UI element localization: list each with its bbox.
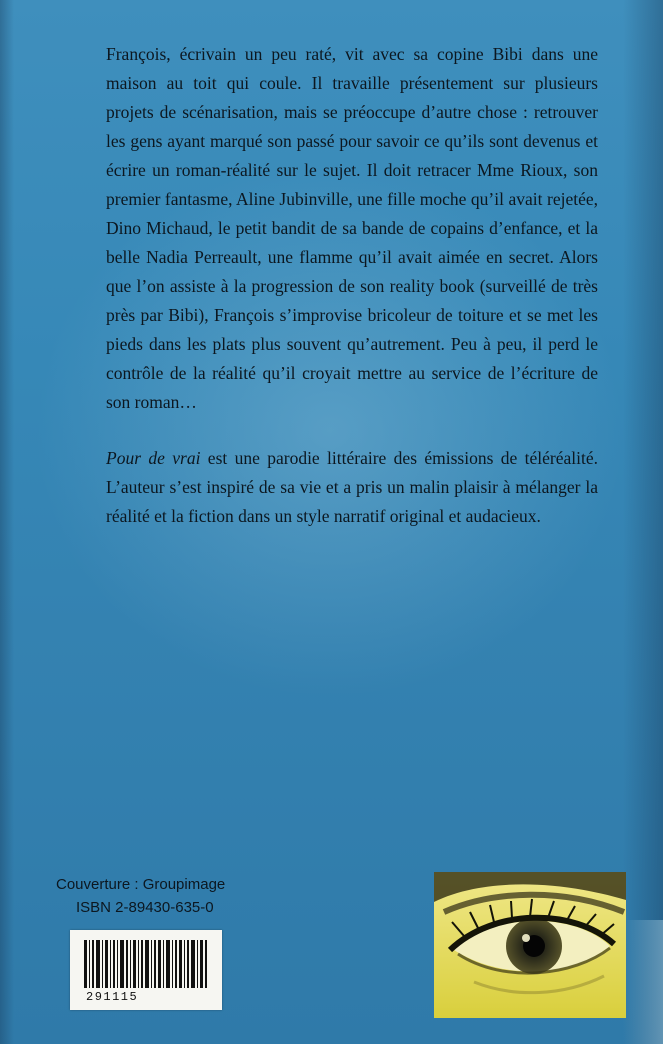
cover-left-shadow xyxy=(0,0,14,1044)
blurb-paragraph-2 xyxy=(106,444,598,531)
book-title: Pour de vrai xyxy=(106,448,201,468)
blurb-text xyxy=(106,40,598,558)
eye-icon xyxy=(434,872,626,1018)
barcode-icon xyxy=(84,940,208,988)
blurb-paragraph-1: François, écrivain un peu raté, vit avec sa copine Bibi dans une maison au toit qui coule. Il travaille présentement sur plusieurs projets de scénarisation, mais se préoccupe d’autre chose : retrouver les gens ayant marqué son passé pour savoir ce qu’ils sont devenus et écrire un roman-réalité sur le sujet. Il doit retracer Mme Rioux, son premier fantasme, Aline Jubinville, une fille moche qu’il avait rejetée, Dino Michaud, le petit bandit de sa bande de copains d’enfance, et la belle Nadia Perreault, une flamme qu’il avait aimée en secret. Alors que l’on assiste à la progression de son reality book (surveillé de très près par Bibi), François s’improvise bricoleur de toiture et se met les pieds dans les plats plus souvent qu’autrement. Peu à peu, il perd le contrôle de la réalité qu’il croyait mettre au service de l’écriture de son roman… xyxy=(106,44,598,412)
credits xyxy=(56,873,225,919)
blurb-paragraph-2-rest: est une parodie littéraire des émissions de téléréalité. L’auteur s’est inspiré de sa vie et a pris un malin plaisir à mélanger la réalité et la fiction dans un style narratif original et audacieux. xyxy=(106,448,598,526)
cover-right-shadow xyxy=(623,0,663,1044)
eye-illustration xyxy=(434,872,626,1018)
isbn: ISBN 2-89430-635-0 xyxy=(76,899,214,916)
barcode xyxy=(70,930,222,1010)
price-sticker-residue xyxy=(623,920,663,1044)
barcode-number: 291115 xyxy=(86,990,139,1004)
cover-credit: Couverture : Groupimage xyxy=(56,876,226,893)
